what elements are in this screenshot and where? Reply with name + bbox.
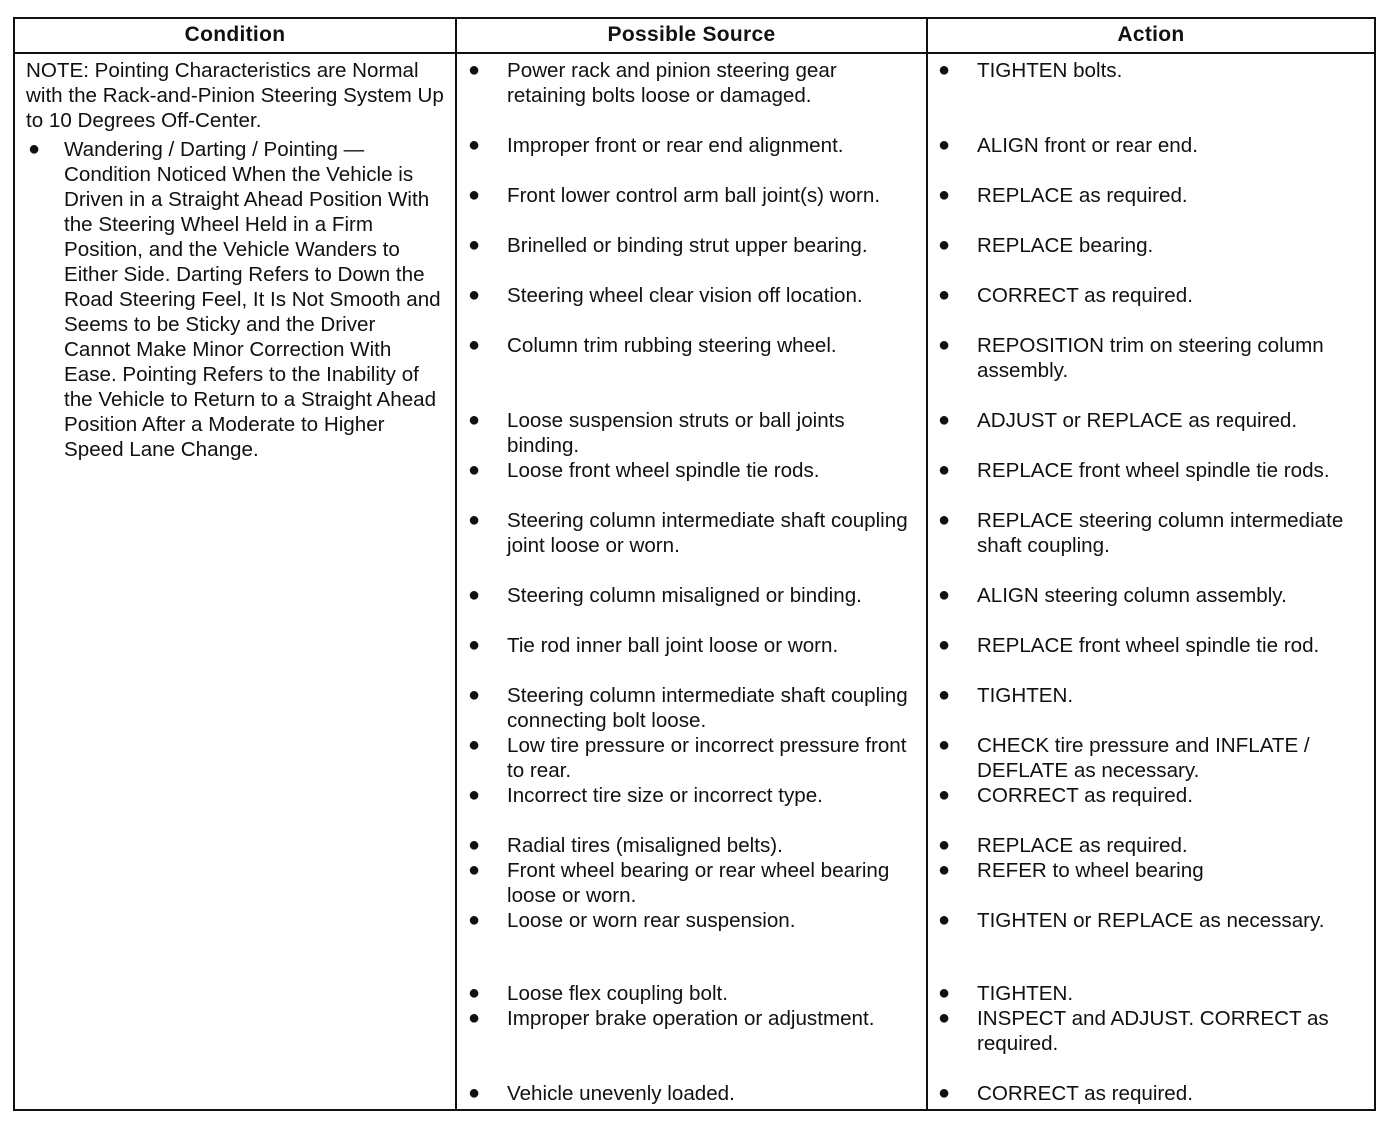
action-item-text: TIGHTEN or REPLACE as necessary. [977,909,1325,932]
bullet-icon: ● [468,234,481,256]
bullet-icon: ● [468,1007,481,1029]
condition-item [26,137,446,462]
bullet-icon: ● [938,784,951,806]
action-item-text: CORRECT as required. [977,1082,1193,1105]
source-item-text: Front wheel bearing or rear wheel bearing loose or worn. [507,859,890,907]
bullet-icon: ● [468,509,481,531]
bullet-icon: ● [938,734,951,756]
bullet-icon: ● [468,859,481,881]
source-item-text: Column trim rubbing steering wheel. [507,334,837,357]
source-item-text: Loose or worn rear suspension. [507,909,796,932]
action-item-text: CORRECT as required. [977,284,1193,307]
bullet-icon: ● [938,834,951,856]
header-possible-source: Possible Source [607,23,776,46]
action-item-text: ADJUST or REPLACE as required. [977,409,1298,432]
bullet-icon: ● [468,734,481,756]
bullet-icon: ● [938,909,951,931]
bullet-icon: ● [468,334,481,356]
bullet-icon: ● [468,134,481,156]
source-item-text: Tie rod inner ball joint loose or worn. [507,634,839,657]
source-item-text: Steering column intermediate shaft coupling joint loose or worn. [507,509,908,557]
action-item-text: TIGHTEN bolts. [977,59,1123,82]
header-condition: Condition [184,23,286,46]
bullet-icon: ● [468,982,481,1004]
source-item-text: Steering column intermediate shaft coupling connecting bolt loose. [507,684,908,732]
bullet-icon: ● [468,1082,481,1104]
bullet-icon: ● [938,859,951,881]
bullet-icon: ● [468,834,481,856]
bullet-icon: ● [28,138,41,160]
action-item-text: ALIGN steering column assembly. [977,584,1287,607]
source-item-text: Brinelled or binding strut upper bearing. [507,234,868,257]
action-item-text: INSPECT and ADJUST. CORRECT as required. [977,1007,1329,1055]
source-item-text: Front lower control arm ball joint(s) worn. [507,184,881,207]
source-item-text: Steering column misaligned or binding. [507,584,862,607]
bullet-icon: ● [468,784,481,806]
source-item-text: Low tire pressure or incorrect pressure front to rear. [507,734,907,782]
condition-item-text: Wandering / Darting / Pointing — Condition Noticed When the Vehicle is Driven in a Straight Ahead Position With the Steering Wheel Held in a Firm Position, and the Vehicle Wanders to Either Side. Darting Refers to Down the Road Steering Feel, It Is Not Smooth and Seems to be Sticky and the Driver Cannot Make Minor Correction With Ease. Pointing Refers to the Inability of the Vehicle to Return to a Straight Ahead Position After a Moderate to Higher Speed Lane Change. [64,138,441,461]
bullet-icon: ● [938,1007,951,1029]
bullet-icon: ● [938,634,951,656]
source-item-text: Steering wheel clear vision off location. [507,284,863,307]
action-item-text: REPLACE as required. [977,184,1188,207]
bullet-icon: ● [938,584,951,606]
source-item-text: Loose suspension struts or ball joints binding. [507,409,845,457]
bullet-icon: ● [938,982,951,1004]
header-action: Action [1117,23,1185,46]
column-divider [455,17,457,1111]
action-item-text: REPLACE front wheel spindle tie rod. [977,634,1320,657]
bullet-icon: ● [468,184,481,206]
source-item-text: Loose flex coupling bolt. [507,982,728,1005]
bullet-icon: ● [468,409,481,431]
action-item-text: TIGHTEN. [977,982,1074,1005]
bullet-icon: ● [938,134,951,156]
action-item-text: REPLACE bearing. [977,234,1154,257]
header-divider [13,52,1376,54]
bullet-icon: ● [938,684,951,706]
action-item-text: REPLACE front wheel spindle tie rods. [977,459,1330,482]
bullet-icon: ● [938,459,951,481]
source-item-text: Improper front or rear end alignment. [507,134,844,157]
action-item-text: ALIGN front or rear end. [977,134,1198,157]
bullet-icon: ● [938,234,951,256]
bullet-icon: ● [938,59,951,81]
action-item-text: REFER to wheel bearing [977,859,1204,882]
source-item-text: Incorrect tire size or incorrect type. [507,784,823,807]
bullet-icon: ● [468,584,481,606]
bullet-icon: ● [468,459,481,481]
action-item-text: REPLACE steering column intermediate shaft coupling. [977,509,1344,557]
bullet-icon: ● [468,909,481,931]
bullet-icon: ● [938,509,951,531]
action-item-text: REPOSITION trim on steering column assembly. [977,334,1324,382]
column-divider [926,17,928,1111]
action-item-text: CORRECT as required. [977,784,1193,807]
bullet-icon: ● [938,1082,951,1104]
source-item-text: Radial tires (misaligned belts). [507,834,783,857]
source-item-text: Power rack and pinion steering gear retaining bolts loose or damaged. [507,59,837,107]
source-item-text: Improper brake operation or adjustment. [507,1007,875,1030]
bullet-icon: ● [468,59,481,81]
source-item-text: Loose front wheel spindle tie rods. [507,459,820,482]
action-item-text: CHECK tire pressure and INFLATE / DEFLATE as necessary. [977,734,1310,782]
condition-cell [26,58,446,462]
action-item-text: REPLACE as required. [977,834,1188,857]
condition-note: NOTE: Pointing Characteristics are Normal with the Rack-and-Pinion Steering System Up to 10 Degrees Off-Center. [26,59,444,132]
bullet-icon: ● [938,284,951,306]
action-item-text: TIGHTEN. [977,684,1074,707]
bullet-icon: ● [468,684,481,706]
source-item-text: Vehicle unevenly loaded. [507,1082,735,1105]
bullet-icon: ● [938,334,951,356]
bullet-icon: ● [938,409,951,431]
bullet-icon: ● [468,284,481,306]
bullet-icon: ● [938,184,951,206]
bullet-icon: ● [468,634,481,656]
